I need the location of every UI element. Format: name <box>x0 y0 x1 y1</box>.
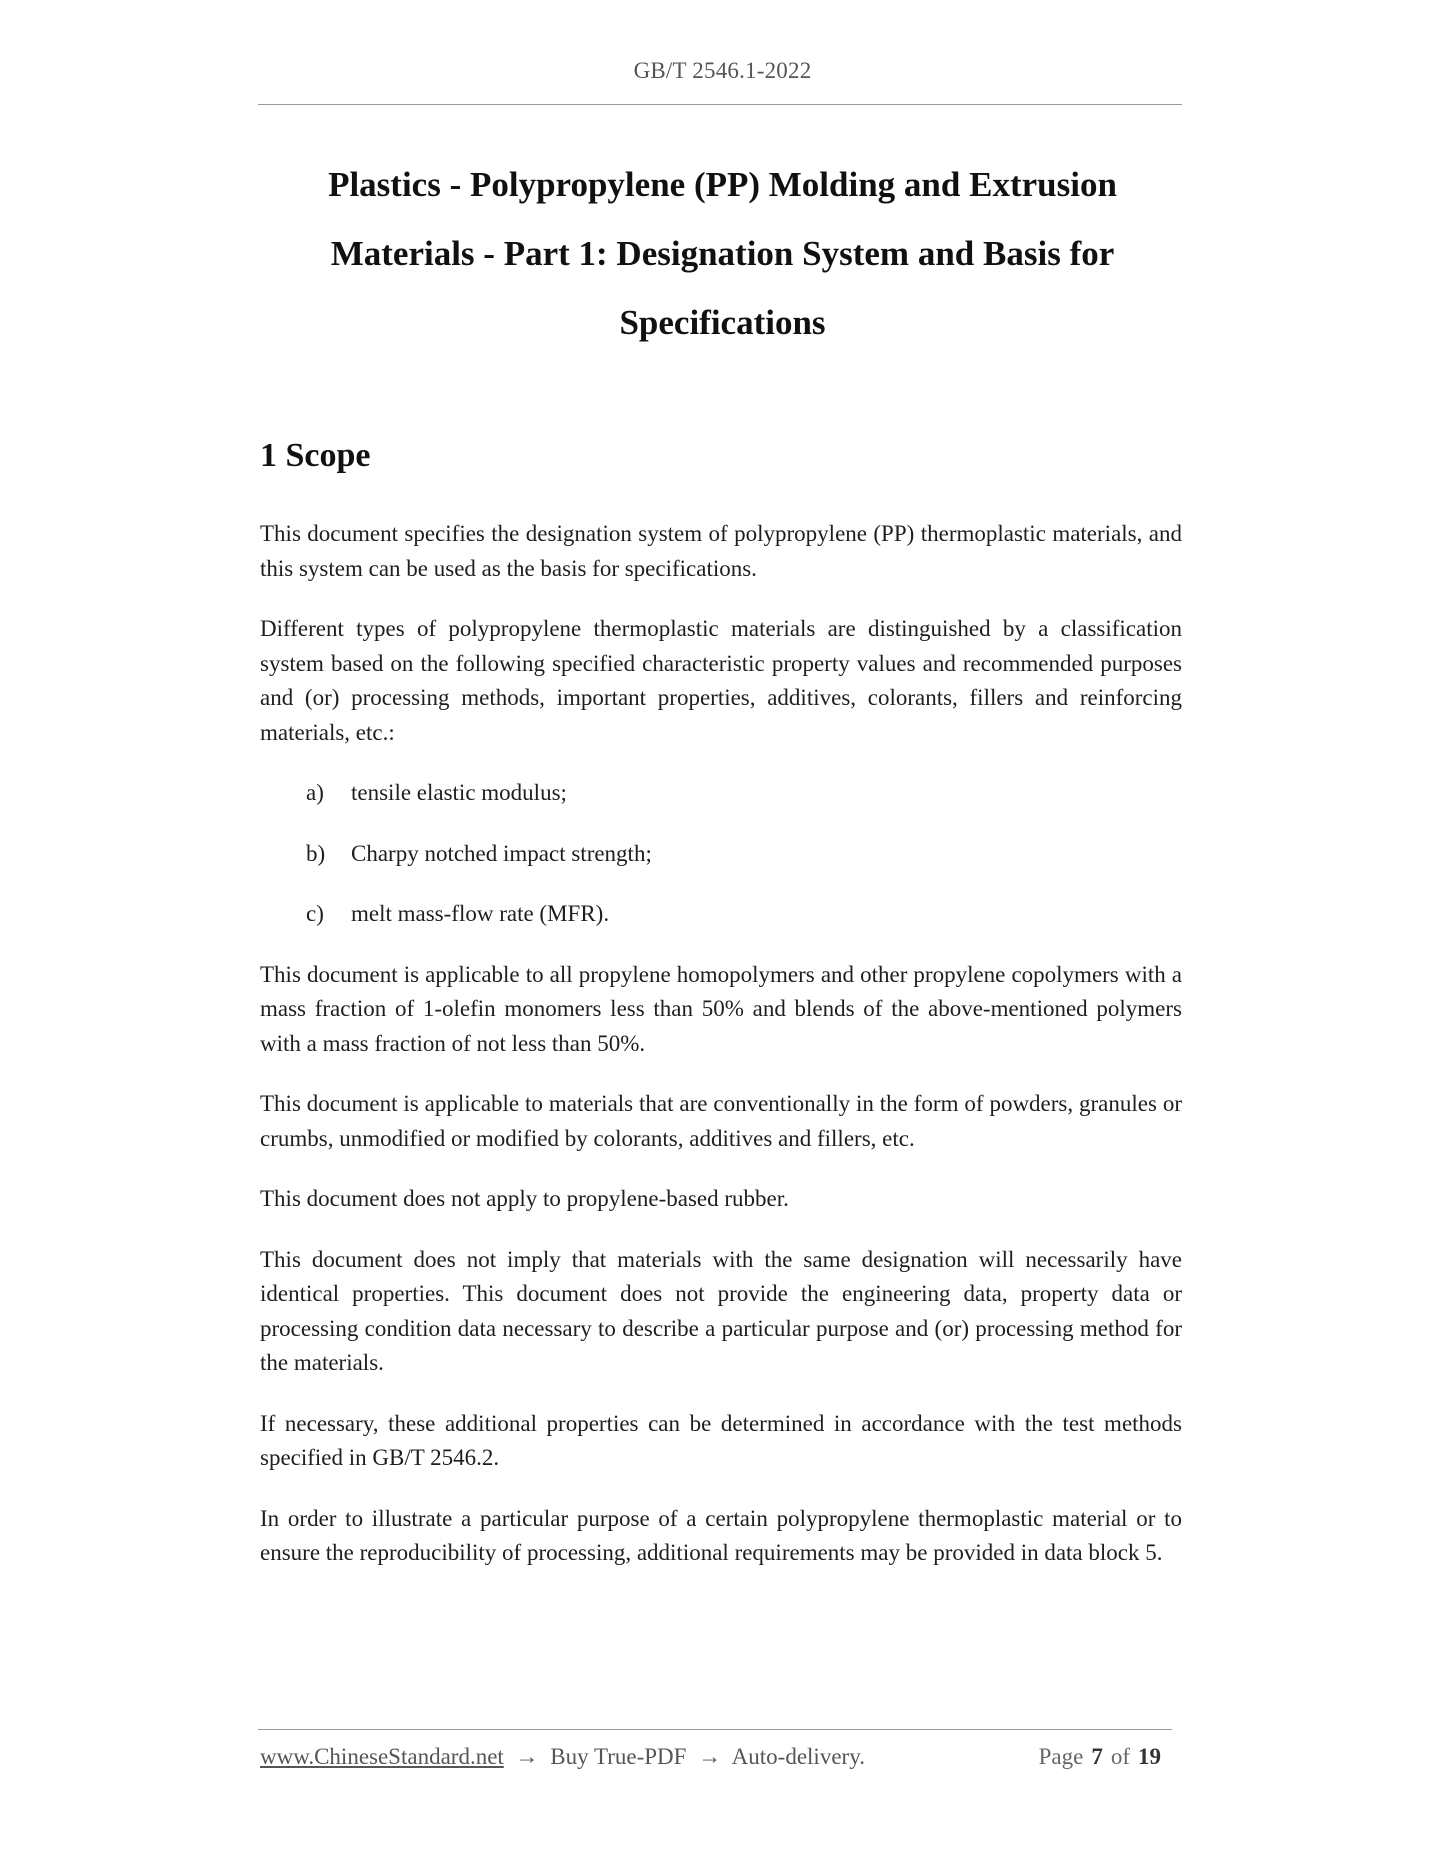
arrow-right-icon: → <box>698 1744 722 1769</box>
section-heading: 1 Scope <box>260 437 371 474</box>
paragraph: Different types of polypropylene thermoplastic materials are distinguished by a classification system based on the following specified characteristic property values and recommended purposes and (or) processing methods, important properties, additives, colorants, fillers and reinforcing materials, etc.: <box>260 616 1182 745</box>
website-link[interactable]: www.ChineseStandard.net <box>260 1744 504 1769</box>
arrow-right-icon: → <box>515 1744 539 1769</box>
buy-text: Buy True-PDF <box>550 1744 687 1769</box>
list-item <box>260 776 1182 811</box>
paragraph: This document is applicable to materials that are conventionally in the form of powders, granules or crumbs, unmodified or modified by colorants, additives and fillers, etc. <box>260 1091 1182 1151</box>
list-marker: a) <box>306 780 324 805</box>
paragraph: In order to illustrate a particular purpose of a certain polypropylene thermoplastic material or to ensure the reproducibility of processing, additional requirements may be provided in data block 5. <box>260 1505 1182 1565</box>
header-divider <box>258 104 1182 105</box>
delivery-text: Auto-delivery. <box>731 1744 865 1769</box>
list-marker: b) <box>306 840 326 866</box>
page-label: Page <box>1038 1744 1084 1769</box>
list-text: Charpy notched impact strength; <box>351 840 652 866</box>
section-body <box>260 517 1182 1597</box>
paragraph: This document specifies the designation system of polypropylene (PP) thermoplastic materials, and this system can be used as the basis for specifications. <box>260 521 1182 581</box>
list-text: melt mass-flow rate (MFR). <box>351 901 610 926</box>
paragraph: This document is applicable to all propylene homopolymers and other propylene copolymers with a mass fraction of 1-olefin monomers less than 50% and blends of the above-mentioned polymers with a mass fraction of not less than 50%. <box>260 961 1182 1056</box>
paragraph: This document does not apply to propylene-based rubber. <box>260 1186 789 1211</box>
page-total: 19 <box>1138 1744 1161 1769</box>
list-marker: c) <box>306 901 324 926</box>
list-text: tensile elastic modulus; <box>351 780 567 805</box>
page-current: 7 <box>1091 1744 1103 1769</box>
paragraph: If necessary, these additional properties can be determined in accordance with the test methods specified in GB/T 2546.2. <box>260 1410 1182 1470</box>
list-item <box>260 897 1182 932</box>
of-label: of <box>1110 1744 1130 1769</box>
paragraph: This document does not imply that materials with the same designation will necessarily have identical properties. This document does not provide the engineering data, property data or processing condition data necessary to describe a particular purpose and (or) processing method for the materials. <box>260 1246 1182 1375</box>
footer-divider <box>258 1729 1172 1730</box>
list-item <box>260 837 1182 872</box>
title-line-1: Plastics - Polypropylene (PP) Molding and Extrusion <box>328 165 1117 204</box>
footer-promo <box>260 1744 865 1770</box>
running-header: GB/T 2546.1-2022 <box>633 58 812 83</box>
document-title <box>260 150 1185 357</box>
title-line-3: Specifications <box>619 303 826 342</box>
page-number <box>1039 1744 1169 1770</box>
title-line-2: Materials - Part 1: Designation System and Basis for <box>330 234 1115 273</box>
